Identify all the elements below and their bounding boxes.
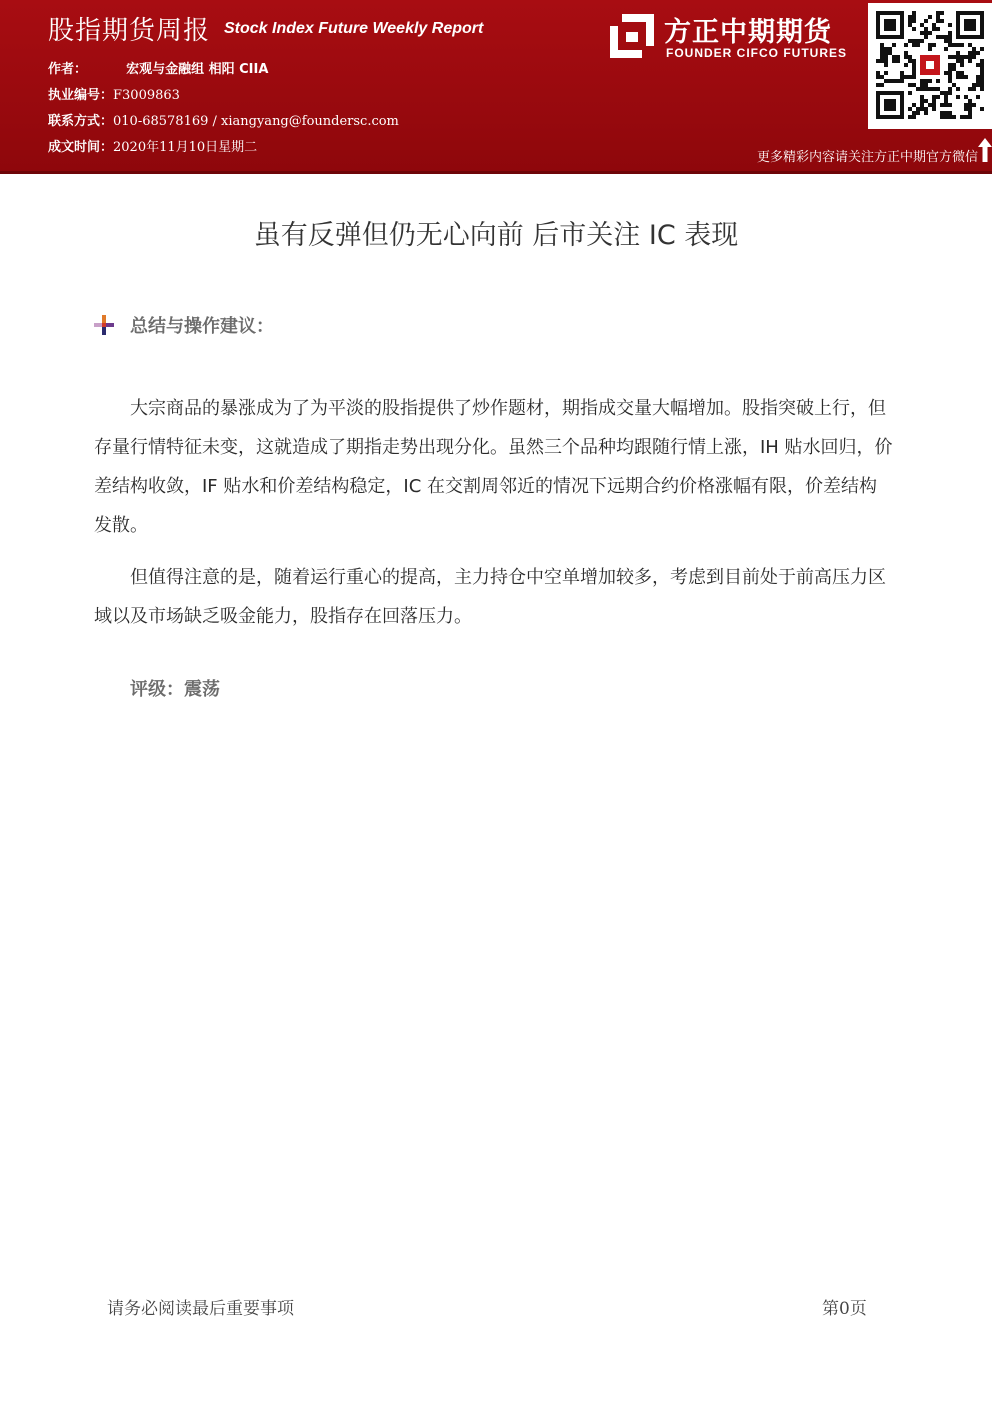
license-row [48,84,180,103]
footer-notice: 请务必阅读最后重要事项 [107,1299,294,1319]
date-row [48,136,257,155]
brand-logo [608,10,863,62]
bullet-cross-icon [94,315,114,335]
contact-label: 联系方式： [48,114,114,129]
document-title: 虽有反弹但仍无心向前 后市关注 IC 表现 [253,220,739,251]
wechat-follow-note: 更多精彩内容请关注方正中期官方微信 [756,150,978,165]
report-title: 股指期货周报 [48,16,211,46]
date-value: 2020年11月10日星期二 [113,140,258,155]
author-value: 宏观与金融组 相阳 CIIA [126,62,269,77]
rating: 评级：震荡 [130,679,220,700]
brand-name-en: FOUNDER CIFCO FUTURES [666,46,847,60]
author-row [48,58,268,77]
author-label: 作者： [48,62,88,77]
report-title-en: Stock Index Future Weekly Report [224,20,484,37]
contact-row [48,110,399,129]
date-label: 成文时间： [48,140,114,155]
license-label: 执业编号： [48,88,114,103]
brand-name-cn: 方正中期期货 [664,17,832,48]
license-value: F3009863 [113,88,180,103]
contact-value[interactable]: 010-68578169 / xiangyang@foundersc.com [113,114,399,129]
logo-mark-icon [608,12,656,60]
paragraph-2: 但值得注意的是，随着运行重心的提高，主力持仓中空单增加较多，考虑到目前处于前高压力区域以及市场缺乏吸金能力，股指存在回落压力。 [94,567,886,627]
header-divider [0,171,992,174]
qr-code-icon [876,11,984,119]
paragraph-1: 大宗商品的暴涨成为了为平淡的股指提供了炒作题材，期指成交量大幅增加。股指突破上行，但存量行情特征未变，这就造成了期指走势出现分化。虽然三个品种均跟随行情上涨，IH 贴水回归，价差结构收敛，IF 贴水和价差结构稳定，IC 在交割周邻近的情况下远期合约价格涨幅有限，价差结构发散。 [94,398,893,536]
page-number: 第0页 [822,1299,867,1319]
qr-code [868,3,992,129]
section-label: 总结与操作建议： [130,316,274,337]
up-arrow-icon [978,138,992,162]
